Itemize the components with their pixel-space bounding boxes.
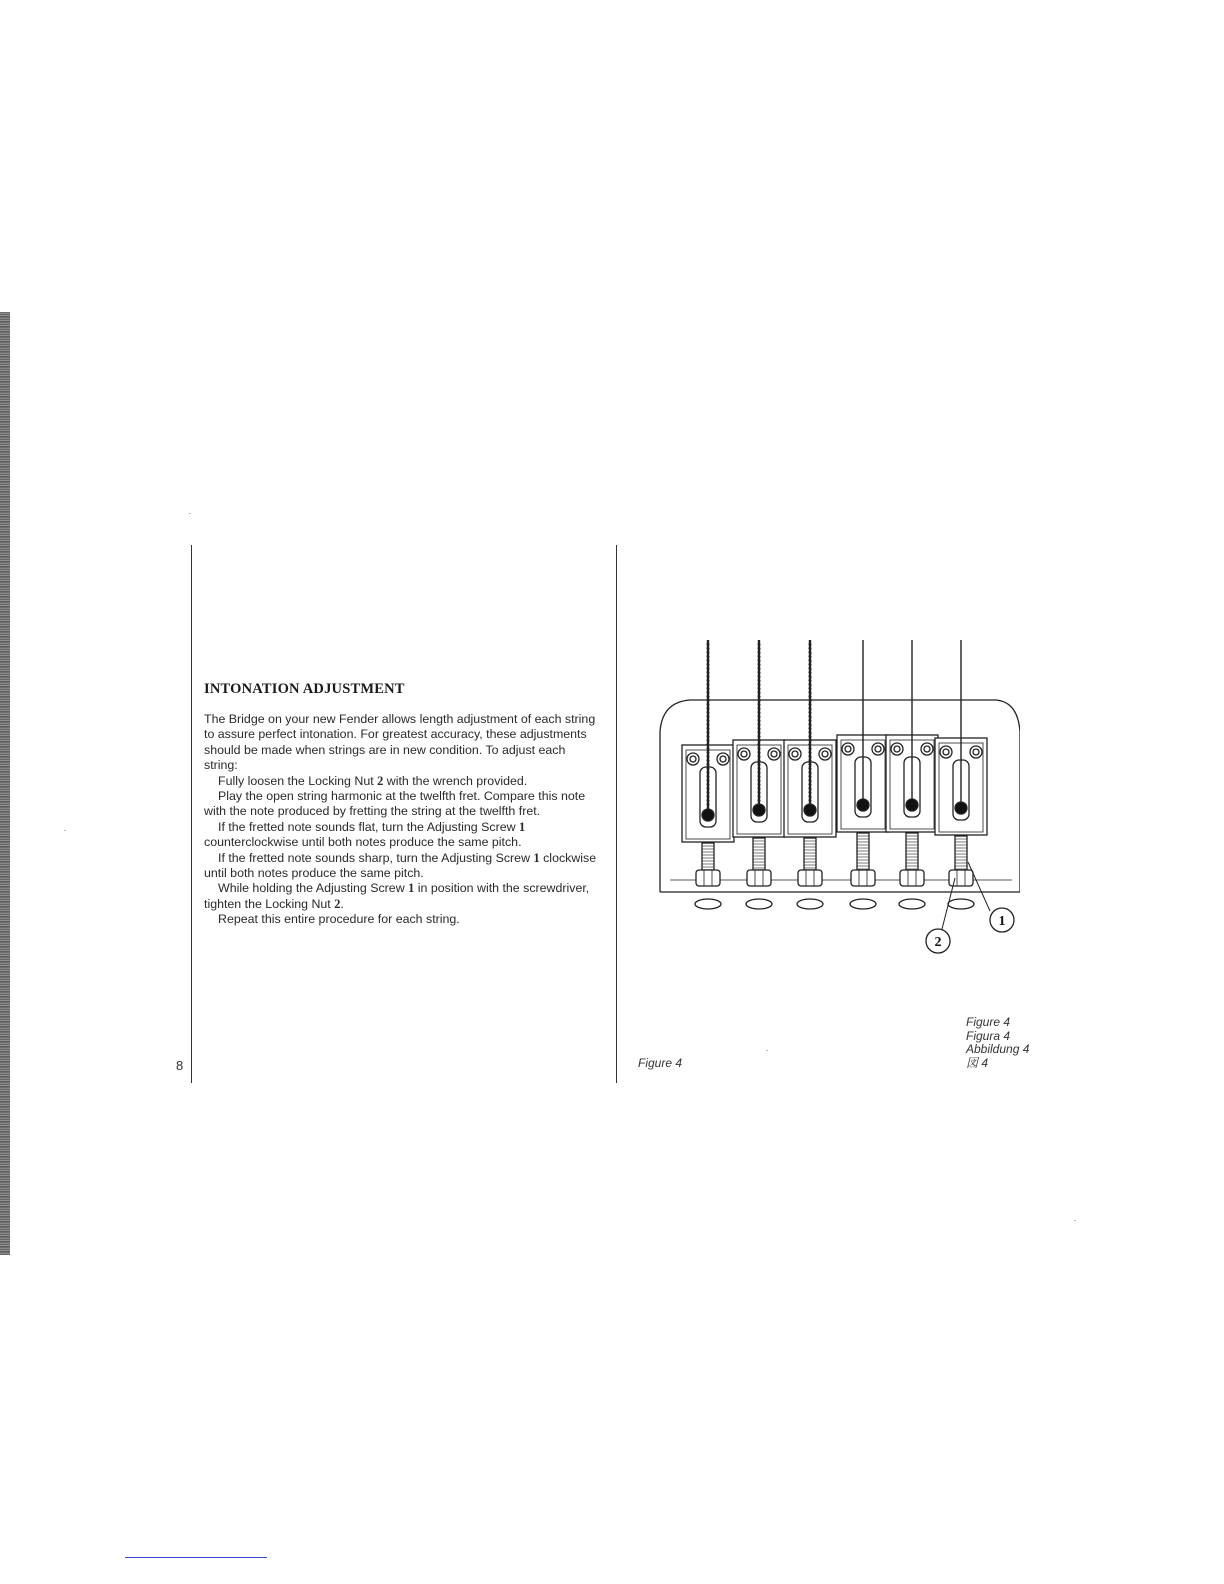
locking-nut — [696, 870, 720, 886]
part-number: 1 — [408, 881, 415, 896]
center-rule — [616, 545, 617, 1083]
string-ball-end — [857, 799, 869, 811]
mounting-screw — [797, 899, 823, 909]
locking-nut — [798, 870, 822, 886]
string-ball-end — [955, 802, 967, 814]
callout-1-label: 1 — [998, 914, 1006, 929]
page-number: 8 — [176, 1058, 184, 1073]
part-number: 2 — [377, 773, 384, 788]
instruction-paragraph: Play the open string harmonic at the twelfth fret. Compare this note with the note produced by fretting the string at the twelfth fret. — [204, 789, 586, 819]
caption-japanese: 図 4 — [966, 1055, 989, 1070]
instruction-paragraph: Repeat this entire procedure for each string. — [218, 912, 460, 927]
locking-nut — [900, 870, 924, 886]
mounting-screw — [746, 899, 772, 909]
mounting-screw — [850, 899, 876, 909]
instruction-paragraph: While holding the Adjusting Screw 1 in position with the screwdriver, tighten the Locking Nut 2. — [204, 881, 590, 911]
instruction-paragraph: The Bridge on your new Fender allows length adjustment of each string to assure perfect intonation. For greatest accuracy, these adjustments should be made when strings are in new condition. To adjust each string: — [204, 712, 596, 773]
part-number: 2 — [334, 896, 341, 911]
caption-english: Figure 4 — [966, 1015, 1011, 1029]
instructions-text — [204, 712, 602, 928]
adjusting-screw — [906, 833, 918, 870]
adjusting-screw — [955, 836, 967, 870]
locking-nut — [851, 870, 875, 886]
left-margin-rule — [191, 545, 192, 1083]
figure-caption-multilingual — [966, 1016, 1029, 1070]
section-heading: INTONATION ADJUSTMENT — [204, 681, 405, 697]
adjusting-screw — [857, 833, 869, 870]
string-ball-end — [702, 809, 714, 821]
scan-speck — [766, 1050, 768, 1051]
instruction-paragraph: Fully loosen the Locking Nut 2 with the wrench provided. — [218, 773, 528, 788]
instruction-paragraph: If the fretted note sounds flat, turn the Adjusting Screw 1 counterclockwise until both notes produce the same pitch. — [204, 819, 526, 850]
scan-edge — [0, 312, 10, 1255]
part-number: 1 — [533, 850, 540, 865]
footer-link-underline — [125, 1557, 267, 1558]
string-ball-end — [906, 799, 918, 811]
caption-german: Abbildung 4 — [966, 1042, 1030, 1056]
mounting-screw — [899, 899, 925, 909]
caption-spanish: Figura 4 — [966, 1028, 1011, 1043]
figure-caption-left: Figure 4 — [638, 1056, 683, 1070]
callout-2 — [926, 929, 950, 953]
locking-nut — [747, 870, 771, 886]
scan-speck — [1074, 1220, 1076, 1221]
scan-speck — [189, 513, 191, 514]
string-ball-end — [804, 804, 816, 816]
callout-1 — [990, 908, 1014, 932]
mounting-screw — [695, 899, 721, 909]
string-ball-end — [753, 804, 765, 816]
adjusting-screw — [702, 843, 714, 870]
scan-speck — [64, 830, 66, 831]
locking-nut — [949, 870, 973, 886]
instruction-paragraph: If the fretted note sounds sharp, turn the Adjusting Screw 1 clockwise until both notes produce the same pitch. — [204, 850, 597, 881]
mounting-screw — [948, 899, 974, 909]
bridge-diagram — [650, 630, 1020, 965]
part-number: 1 — [519, 819, 526, 834]
callout-2-label: 2 — [934, 935, 942, 950]
